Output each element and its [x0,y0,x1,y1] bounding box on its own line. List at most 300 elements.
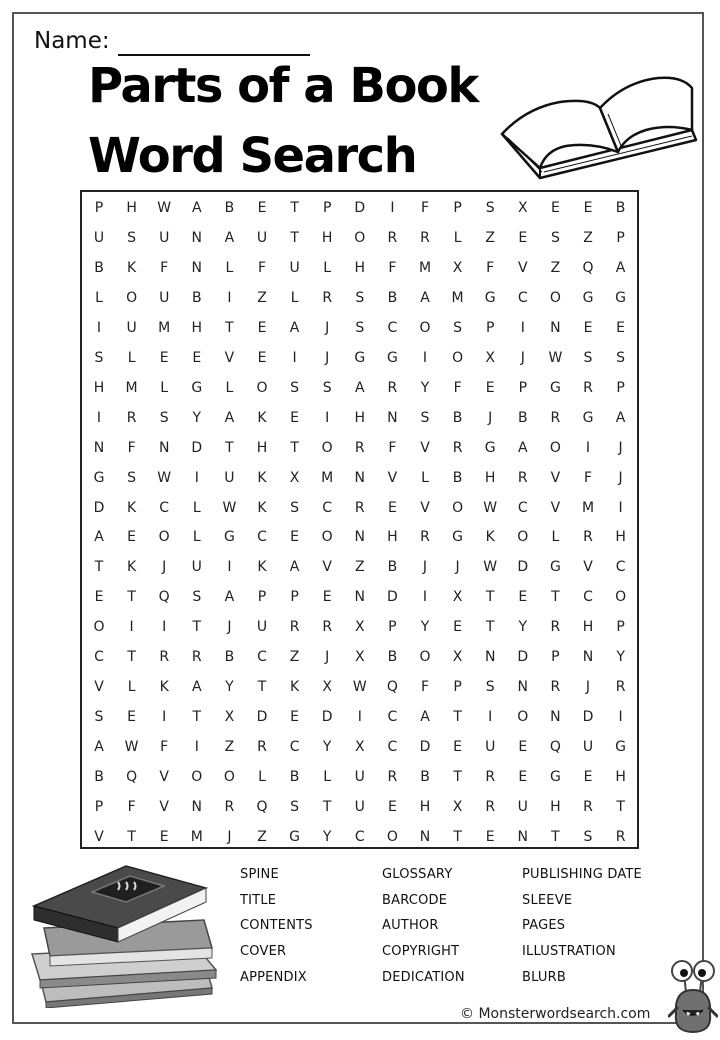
grid-letter[interactable]: G [289,828,301,845]
grid-letter[interactable]: M [321,469,334,486]
grid-letter[interactable]: R [615,828,626,845]
grid-letter[interactable]: G [386,349,398,366]
grid-letter[interactable]: E [290,529,300,546]
grid-letter[interactable]: E [387,799,397,815]
grid-letter[interactable]: V [550,499,561,516]
grid-letter[interactable]: P [322,200,332,216]
grid-letter[interactable]: U [582,739,594,756]
grid-letter[interactable]: R [550,619,561,636]
grid-letter[interactable]: E [127,709,137,726]
grid-letter[interactable]: A [224,229,235,246]
grid-letter[interactable]: N [582,649,594,666]
grid-letter[interactable]: N [354,589,366,606]
grid-letter[interactable]: K [257,499,267,516]
grid-letter[interactable]: D [191,439,203,456]
grid-letter[interactable]: T [225,439,234,456]
grid-letter[interactable]: M [451,289,464,306]
grid-letter[interactable]: E [159,828,169,845]
grid-letter[interactable]: F [583,469,593,486]
grid-letter[interactable]: I [618,709,623,726]
grid-letter[interactable]: R [550,409,561,426]
grid-letter[interactable]: Y [420,379,430,396]
grid-letter[interactable]: I [227,289,232,306]
grid-letter[interactable]: T [453,828,462,845]
grid-letter[interactable]: A [94,739,104,756]
grid-letter[interactable]: G [615,739,627,756]
grid-letter[interactable]: A [224,409,235,426]
grid-letter[interactable]: I [96,409,102,426]
grid-letter[interactable]: U [159,229,170,246]
grid-letter[interactable]: Z [289,649,300,666]
grid-letter[interactable]: T [485,619,495,636]
grid-letter[interactable]: V [322,559,332,576]
grid-letter[interactable]: A [615,409,626,426]
grid-letter[interactable]: B [94,769,104,786]
grid-letter[interactable]: H [354,259,366,276]
grid-letter[interactable]: E [453,739,463,756]
grid-letter[interactable]: I [390,200,395,216]
grid-letter[interactable]: P [453,200,462,216]
grid-letter[interactable]: U [485,739,496,756]
grid-letter[interactable]: T [453,709,462,726]
grid-letter[interactable]: I [227,559,232,576]
grid-letter[interactable]: G [223,529,235,546]
grid-letter[interactable]: L [192,499,201,516]
grid-letter[interactable]: Z [257,828,267,845]
grid-letter[interactable]: S [485,200,495,216]
grid-letter[interactable]: L [225,259,234,276]
grid-letter[interactable]: U [93,229,105,246]
grid-letter[interactable]: O [419,649,431,666]
grid-letter[interactable]: J [488,409,493,426]
grid-letter[interactable]: H [419,799,431,815]
grid-letter[interactable]: Z [257,289,267,306]
grid-letter[interactable]: L [290,289,299,306]
grid-letter[interactable]: R [485,769,496,786]
grid-letter[interactable]: P [616,229,625,246]
grid-letter[interactable]: U [126,319,137,336]
grid-letter[interactable]: R [485,799,496,815]
grid-letter[interactable]: O [126,289,138,306]
grid-letter[interactable]: O [191,769,203,786]
grid-letter[interactable]: E [518,739,528,756]
grid-letter[interactable]: A [289,319,300,336]
grid-letter[interactable]: F [127,439,136,456]
grid-letter[interactable]: R [257,739,267,756]
grid-letter[interactable]: A [192,200,202,216]
grid-letter[interactable]: X [355,649,365,666]
grid-letter[interactable]: F [420,200,430,216]
grid-letter[interactable]: G [582,409,594,426]
grid-letter[interactable]: C [257,529,267,546]
grid-letter[interactable]: C [517,499,528,516]
grid-letter[interactable]: D [93,499,105,516]
grid-letter[interactable]: T [127,649,136,666]
grid-letter[interactable]: P [94,799,104,815]
grid-letter[interactable]: L [160,379,169,396]
grid-letter[interactable]: V [94,828,104,845]
grid-letter[interactable]: M [581,499,595,516]
grid-letter[interactable]: Y [420,619,430,636]
grid-letter[interactable]: D [517,649,529,666]
grid-letter[interactable]: X [452,649,463,666]
grid-letter[interactable]: D [582,709,594,726]
grid-letter[interactable]: V [518,259,528,276]
grid-letter[interactable]: S [127,229,137,246]
grid-letter[interactable]: Y [225,679,234,696]
grid-letter[interactable]: R [615,679,626,696]
grid-letter[interactable]: V [224,349,235,366]
grid-letter[interactable]: J [422,559,428,576]
grid-letter[interactable]: I [162,619,167,636]
grid-letter[interactable]: N [191,259,203,276]
grid-letter[interactable]: E [485,379,495,396]
grid-letter[interactable]: Y [322,828,332,845]
grid-letter[interactable]: Y [616,649,625,666]
grid-letter[interactable]: X [355,619,365,636]
grid-letter[interactable]: J [325,649,330,666]
grid-letter[interactable]: X [485,349,495,366]
grid-letter[interactable]: X [289,469,300,486]
grid-letter[interactable]: C [322,499,333,516]
grid-letter[interactable]: U [517,799,528,815]
grid-letter[interactable]: T [192,709,202,726]
grid-letter[interactable]: G [549,559,561,576]
grid-letter[interactable]: E [485,828,495,845]
grid-letter[interactable]: D [321,709,333,726]
grid-letter[interactable]: T [127,828,136,845]
grid-letter[interactable]: O [517,709,529,726]
grid-letter[interactable]: R [354,439,365,456]
grid-letter[interactable]: A [615,259,626,276]
grid-letter[interactable]: R [387,379,398,396]
grid-letter[interactable]: R [322,289,333,306]
grid-letter[interactable]: J [325,319,330,336]
grid-letter[interactable]: C [583,589,593,606]
grid-letter[interactable]: G [582,289,594,306]
grid-letter[interactable]: U [256,619,268,636]
grid-letter[interactable]: B [615,200,626,216]
grid-letter[interactable]: L [258,769,266,786]
grid-letter[interactable]: A [518,439,528,456]
grid-letter[interactable]: U [159,289,170,306]
grid-letter[interactable]: O [452,499,464,516]
grid-letter[interactable]: A [420,289,430,306]
grid-letter[interactable]: X [452,799,463,815]
grid-letter[interactable]: C [257,649,267,666]
grid-letter[interactable]: M [418,259,432,276]
grid-letter[interactable]: W [548,349,563,366]
grid-letter[interactable]: E [322,589,332,606]
grid-letter[interactable]: J [455,559,460,576]
grid-letter[interactable]: X [322,679,332,696]
grid-letter[interactable]: T [616,799,625,815]
grid-letter[interactable]: O [386,828,398,845]
grid-letter[interactable]: I [422,589,428,606]
grid-letter[interactable]: H [387,529,398,546]
grid-letter[interactable]: S [583,349,593,366]
grid-letter[interactable]: J [325,349,330,366]
grid-letter[interactable]: N [354,529,366,546]
grid-letter[interactable]: Q [582,259,594,276]
grid-letter[interactable]: O [158,529,170,546]
grid-letter[interactable]: L [225,379,234,396]
grid-letter[interactable]: C [354,828,365,845]
grid-letter[interactable]: I [194,739,199,756]
grid-letter[interactable]: R [354,499,365,516]
grid-letter[interactable]: T [551,828,560,845]
grid-letter[interactable]: G [615,289,627,306]
grid-letter[interactable]: L [127,349,136,366]
grid-letter[interactable]: I [422,349,428,366]
grid-letter[interactable]: Z [485,229,495,246]
grid-letter[interactable]: W [483,559,498,576]
grid-letter[interactable]: B [452,469,463,486]
grid-letter[interactable]: T [192,619,202,636]
grid-letter[interactable]: P [290,589,299,606]
grid-letter[interactable]: N [484,649,496,666]
grid-letter[interactable]: X [518,200,528,216]
grid-letter[interactable]: O [93,619,105,636]
grid-letter[interactable]: R [420,229,430,246]
grid-letter[interactable]: O [517,529,529,546]
grid-letter[interactable]: I [96,319,102,336]
grid-letter[interactable]: P [388,619,397,636]
grid-letter[interactable]: H [550,799,561,815]
grid-letter[interactable]: C [387,319,398,336]
grid-letter[interactable]: H [615,529,626,546]
grid-letter[interactable]: V [550,469,561,486]
grid-letter[interactable]: R [517,469,528,486]
grid-letter[interactable]: C [159,499,170,516]
grid-letter[interactable]: E [257,200,267,216]
grid-letter[interactable]: U [256,229,268,246]
grid-letter[interactable]: Q [158,589,170,606]
grid-letter[interactable]: I [520,319,525,336]
grid-letter[interactable]: S [550,229,560,246]
grid-letter[interactable]: L [127,679,136,696]
grid-letter[interactable]: N [191,229,203,246]
grid-letter[interactable]: J [520,349,525,366]
grid-letter[interactable]: A [192,679,202,696]
grid-letter[interactable]: T [453,769,462,786]
grid-letter[interactable]: K [127,499,137,516]
grid-letter[interactable]: B [94,259,104,276]
grid-letter[interactable]: S [290,499,300,516]
grid-letter[interactable]: E [257,349,267,366]
grid-letter[interactable]: E [159,349,169,366]
grid-letter[interactable]: L [551,529,560,546]
grid-letter[interactable]: J [618,469,623,486]
grid-letter[interactable]: W [157,200,172,216]
grid-letter[interactable]: R [126,409,137,426]
grid-letter[interactable]: D [419,739,431,756]
grid-letter[interactable]: N [158,439,170,456]
grid-letter[interactable]: H [354,409,366,426]
grid-letter[interactable]: G [484,439,496,456]
grid-letter[interactable]: S [583,828,593,845]
grid-letter[interactable]: T [290,229,299,246]
grid-letter[interactable]: H [615,769,626,786]
grid-letter[interactable]: G [549,379,561,396]
grid-letter[interactable]: E [127,529,137,546]
grid-letter[interactable]: H [321,229,333,246]
grid-letter[interactable]: B [387,559,398,576]
grid-letter[interactable]: W [124,739,139,756]
grid-letter[interactable]: G [93,469,105,486]
grid-letter[interactable]: H [256,439,268,456]
grid-letter[interactable]: Q [256,799,268,815]
grid-letter[interactable]: F [486,259,495,276]
grid-letter[interactable]: I [292,349,297,366]
grid-letter[interactable]: J [585,679,591,696]
grid-letter[interactable]: N [517,679,529,696]
grid-letter[interactable]: S [420,409,430,426]
grid-letter[interactable]: Y [192,409,202,426]
grid-letter[interactable]: H [126,200,137,216]
grid-letter[interactable]: G [549,769,561,786]
grid-letter[interactable]: F [388,259,397,276]
grid-letter[interactable]: T [290,439,299,456]
grid-letter[interactable]: U [354,769,365,786]
grid-letter[interactable]: R [289,619,300,636]
grid-letter[interactable]: L [453,229,462,246]
grid-letter[interactable]: S [192,589,202,606]
grid-letter[interactable]: R [550,679,561,696]
grid-letter[interactable]: N [550,319,561,336]
grid-letter[interactable]: E [518,589,528,606]
grid-letter[interactable]: S [355,289,365,306]
grid-letter[interactable]: X [452,589,463,606]
grid-letter[interactable]: E [518,229,528,246]
grid-letter[interactable]: O [354,229,366,246]
grid-letter[interactable]: B [387,289,398,306]
grid-letter[interactable]: T [225,319,234,336]
grid-letter[interactable]: P [616,619,625,636]
grid-letter[interactable]: E [583,200,593,216]
grid-letter[interactable]: E [290,409,300,426]
grid-letter[interactable]: H [93,379,105,396]
grid-letter[interactable]: P [485,319,495,336]
grid-letter[interactable]: D [517,559,529,576]
grid-letter[interactable]: R [583,529,593,546]
grid-letter[interactable]: N [354,469,366,486]
grid-letter[interactable]: X [452,259,463,276]
grid-letter[interactable]: O [549,289,561,306]
grid-letter[interactable]: Z [224,739,235,756]
grid-letter[interactable]: F [257,259,267,276]
grid-letter[interactable]: B [289,769,300,786]
grid-letter[interactable]: I [618,499,623,516]
grid-letter[interactable]: M [190,828,203,845]
grid-letter[interactable]: S [485,679,495,696]
grid-letter[interactable]: X [224,709,235,726]
grid-letter[interactable]: V [159,799,169,815]
grid-letter[interactable]: C [387,709,398,726]
grid-letter[interactable]: W [483,499,498,516]
grid-letter[interactable]: R [420,529,430,546]
grid-letter[interactable]: S [159,409,169,426]
grid-letter[interactable]: A [94,529,104,546]
grid-letter[interactable]: L [192,529,201,546]
grid-letter[interactable]: H [191,319,203,336]
grid-letter[interactable]: Z [583,229,593,246]
grid-letter[interactable]: R [583,799,593,815]
grid-letter[interactable]: T [551,589,560,606]
grid-letter[interactable]: C [517,289,528,306]
grid-letter[interactable]: P [453,679,462,696]
grid-letter[interactable]: S [94,709,104,726]
grid-letter[interactable]: V [387,469,398,486]
grid-letter[interactable]: G [354,349,366,366]
grid-letter[interactable]: U [224,469,235,486]
grid-letter[interactable]: L [323,259,332,276]
grid-letter[interactable]: T [485,589,495,606]
grid-letter[interactable]: J [227,828,232,845]
grid-letter[interactable]: E [583,319,593,336]
grid-letter[interactable]: W [222,499,237,516]
grid-letter[interactable]: I [357,709,362,726]
grid-letter[interactable]: A [355,379,365,396]
grid-letter[interactable]: G [452,529,464,546]
grid-letter[interactable]: T [322,799,332,815]
grid-letter[interactable]: N [93,439,105,456]
grid-letter[interactable]: P [257,589,267,606]
grid-letter[interactable]: Z [550,259,561,276]
grid-letter[interactable]: P [518,379,528,396]
grid-letter[interactable]: U [191,559,202,576]
grid-letter[interactable]: I [194,469,199,486]
grid-letter[interactable]: K [257,469,267,486]
grid-letter[interactable]: R [159,649,170,666]
grid-letter[interactable]: R [322,619,333,636]
grid-letter[interactable]: O [321,529,333,546]
grid-letter[interactable]: H [484,469,496,486]
grid-letter[interactable]: U [289,259,300,276]
grid-letter[interactable]: C [94,649,104,666]
grid-letter[interactable]: T [127,589,136,606]
grid-letter[interactable]: V [420,439,430,456]
grid-letter[interactable]: N [387,409,398,426]
grid-letter[interactable]: B [420,769,430,786]
grid-letter[interactable]: Y [518,619,528,636]
grid-letter[interactable]: R [452,439,463,456]
grid-letter[interactable]: P [94,200,104,216]
grid-letter[interactable]: B [224,200,235,216]
grid-letter[interactable]: N [517,828,529,845]
grid-letter[interactable]: F [420,679,430,696]
grid-letter[interactable]: J [162,559,167,576]
grid-letter[interactable]: R [387,769,398,786]
grid-letter[interactable]: Q [126,769,138,786]
grid-letter[interactable]: K [290,679,300,696]
grid-letter[interactable]: X [355,739,365,756]
grid-letter[interactable]: E [257,319,267,336]
grid-letter[interactable]: L [323,769,332,786]
grid-letter[interactable]: V [159,769,169,786]
grid-letter[interactable]: I [162,709,167,726]
grid-letter[interactable]: D [256,709,268,726]
grid-letter[interactable]: S [94,349,104,366]
grid-letter[interactable]: C [387,739,398,756]
grid-letter[interactable]: N [191,799,203,815]
grid-letter[interactable]: F [127,799,136,815]
grid-letter[interactable]: N [419,828,431,845]
grid-letter[interactable]: S [290,379,300,396]
grid-letter[interactable]: I [585,439,591,456]
grid-letter[interactable]: O [256,379,268,396]
grid-letter[interactable]: O [615,589,627,606]
